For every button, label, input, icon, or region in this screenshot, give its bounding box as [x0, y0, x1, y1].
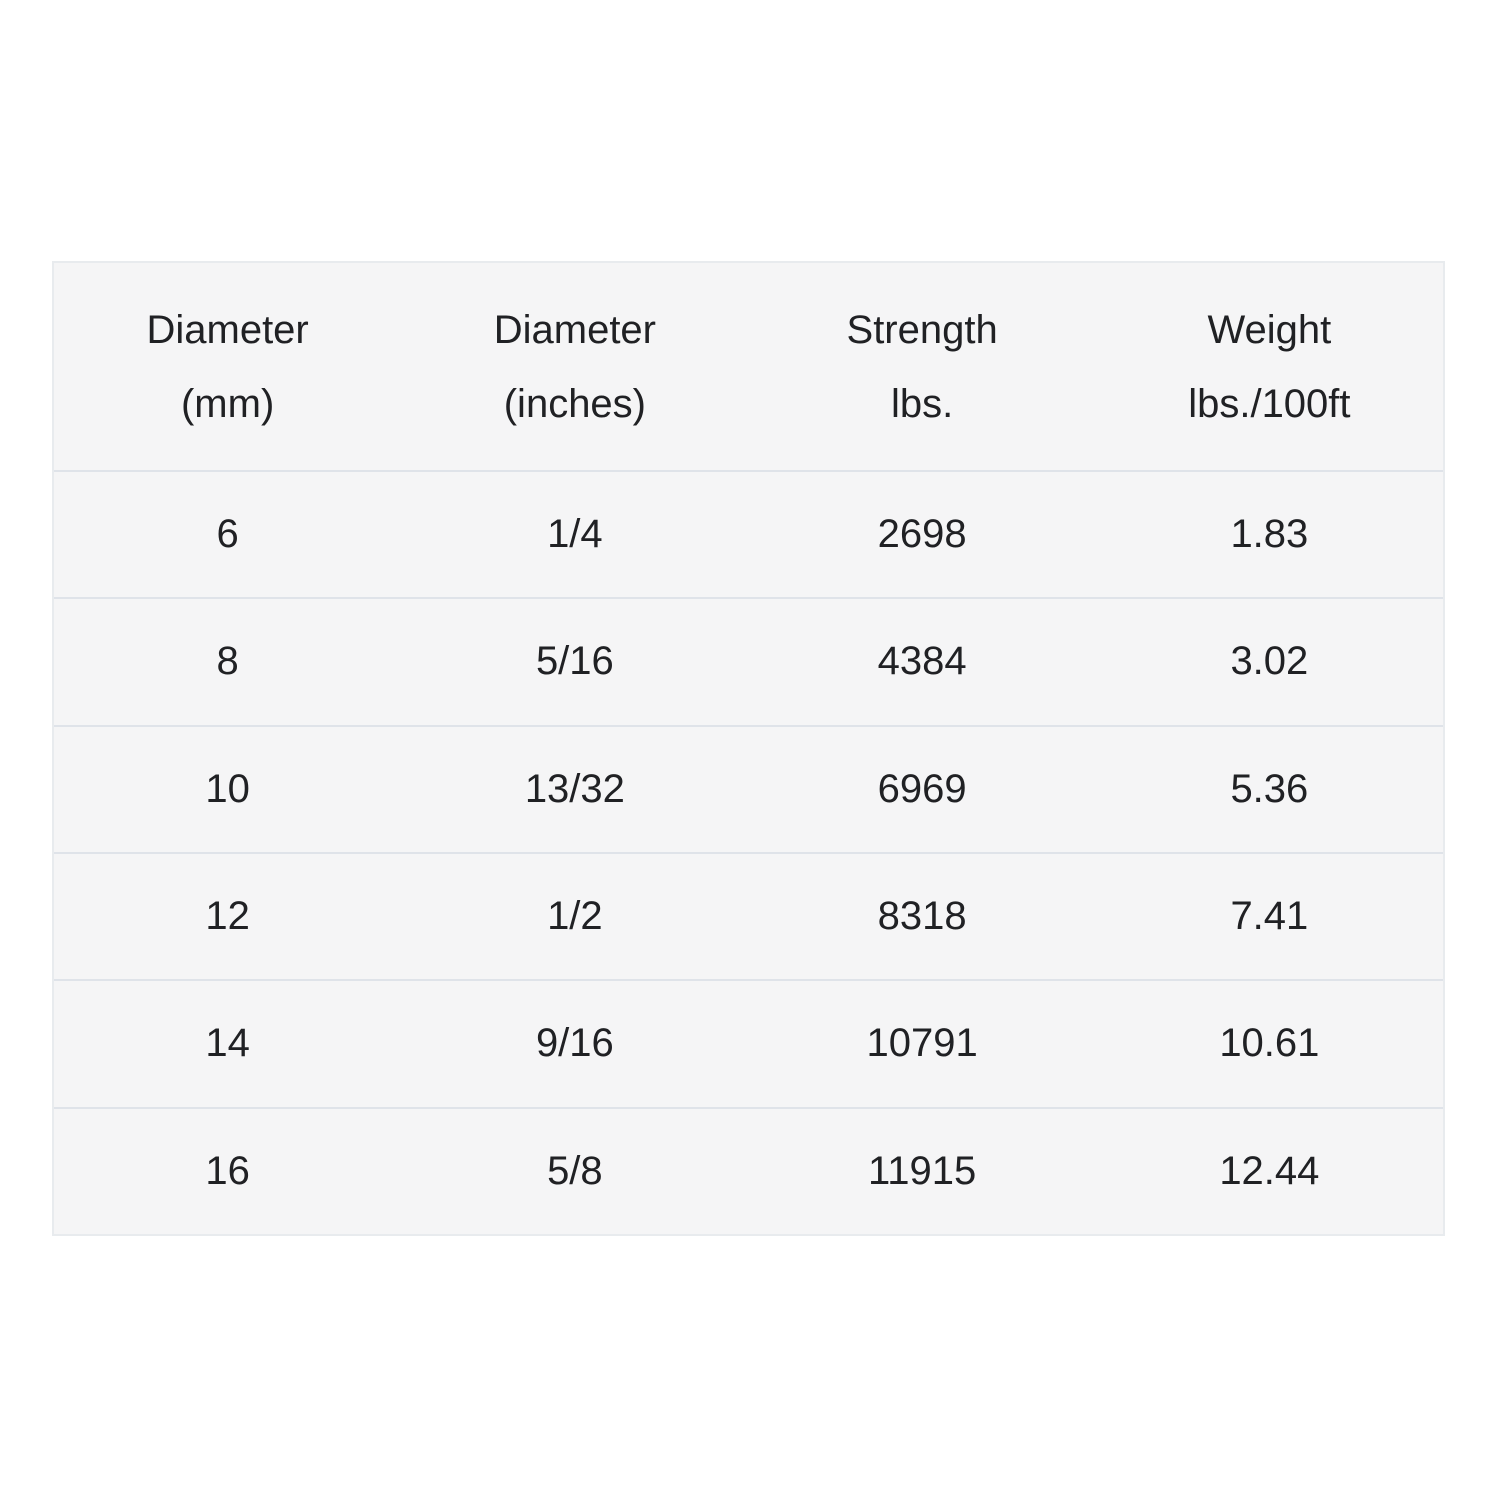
- col-header-unit: lbs./100ft: [1188, 381, 1351, 426]
- cell-strength: 6969: [749, 727, 1096, 854]
- col-header-unit: lbs.: [891, 381, 954, 426]
- cell-diameter-mm: 16: [205, 1148, 250, 1193]
- table-row: [54, 1109, 1443, 1234]
- col-header-unit: (mm): [180, 381, 275, 426]
- cell-strength: 10791: [749, 981, 1096, 1108]
- cell-diameter-inches: 1/2: [401, 854, 748, 981]
- col-header-label: Diameter: [146, 307, 309, 352]
- cell-diameter-mm: 14: [54, 981, 401, 1108]
- cell-diameter-mm: 10: [54, 727, 401, 854]
- cell-strength: 11915: [867, 1148, 977, 1193]
- rope-spec-table: [52, 261, 1445, 1236]
- cell-diameter-inches: 5/8: [547, 1148, 603, 1193]
- cell-weight: 12.44: [1219, 1148, 1320, 1193]
- table-body: [54, 472, 1443, 1234]
- col-header-label: Weight: [1207, 307, 1332, 352]
- cell-diameter-mm: 12: [54, 854, 401, 981]
- table-row: [54, 727, 1443, 854]
- table-row: [54, 981, 1443, 1108]
- header-row: [54, 263, 1443, 472]
- cell-diameter-inches: 13/32: [401, 727, 748, 854]
- cell-weight: 3.02: [1096, 599, 1443, 726]
- col-header-diameter-mm: [54, 263, 401, 472]
- cell-diameter-inches: 1/4: [401, 472, 748, 599]
- col-header-label: Diameter: [493, 307, 656, 352]
- cell-diameter-mm: 6: [54, 472, 401, 599]
- cell-weight: 5.36: [1096, 727, 1443, 854]
- col-header-label: Strength: [846, 307, 998, 352]
- cell-strength: 2698: [749, 472, 1096, 599]
- cell-weight: 10.61: [1096, 981, 1443, 1108]
- cell-diameter-inches: 5/16: [401, 599, 748, 726]
- cell-weight: 7.41: [1096, 854, 1443, 981]
- cell-diameter-mm: 8: [54, 599, 401, 726]
- table-row: [54, 854, 1443, 981]
- col-header-diameter-inches: [401, 263, 748, 472]
- col-header-unit: (inches): [503, 381, 646, 426]
- col-header-strength: [749, 263, 1096, 472]
- table-row: [54, 472, 1443, 599]
- table-header: [54, 263, 1443, 472]
- table-row: [54, 599, 1443, 726]
- cell-strength: 8318: [749, 854, 1096, 981]
- col-header-weight: [1096, 263, 1443, 472]
- cell-strength: 4384: [749, 599, 1096, 726]
- cell-diameter-inches: 9/16: [401, 981, 748, 1108]
- cell-weight: 1.83: [1096, 472, 1443, 599]
